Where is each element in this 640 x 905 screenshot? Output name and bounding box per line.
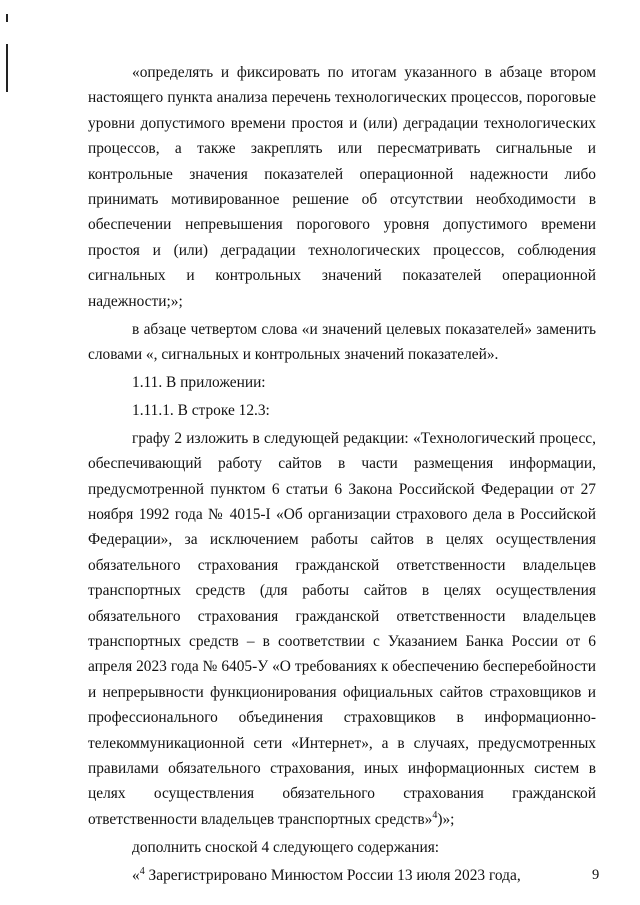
document-body	[88, 60, 596, 888]
paragraph-footnote-text	[88, 863, 596, 888]
page-number: 9	[592, 867, 600, 883]
margin-mark	[6, 44, 8, 92]
paragraph: 1.11. В приложении:	[132, 373, 266, 391]
paragraph: «определять и фиксировать по итогам указанного в абзаце втором настоящего пункта анализа перечень технологических процессов, пороговые уровни допустимого времени простоя и (или) деградации технологических процессов, а также закреплять или пересматривать сигнальные и контрольные значения показателей операционной надежности либо принимать мотивированное решение об отсутствии необходимости в обеспечении непревышения порогового уровня допустимого времени простоя и (или) деградации технологических процессов, соблюдения сигнальных и контрольных значений показателей операционной надежности;»;	[88, 64, 596, 310]
paragraph: 1.11.1. В строке 12.3:	[132, 401, 270, 419]
footnote-ref: 4	[432, 809, 438, 821]
quote-open: «	[132, 866, 140, 884]
paragraph: в абзаце четвертом слова «и значений целевых показателей» заменить словами «, сигнальных и контрольных значений показателей».	[88, 320, 596, 363]
paragraph: дополнить сноской 4 следующего содержания:	[132, 838, 440, 856]
paragraph-tail: )»;	[437, 810, 455, 828]
paragraph-text: графу 2 изложить в следующей редакции: «Технологический процесс, обеспечивающий работу сайтов в части размещения информации, предусмотренной пунктом 6 статьи 6 Закона Российской Федерации от 27 ноября 1992 года № 4015-I «Об организации страхового дела в Российской Федерации», за исключением работы сайтов в целях осуществления обязательного страхования гражданской ответственности владельцев транспортных средств (для работы сайтов в целях осуществления обязательного страхования гражданской ответственности владельцев транспортных средств – в соответствии с Указанием Банка России от 6 апреля 2023 года № 6405-У «О требованиях к обеспечению бесперебойности и непрерывности функционирования официальных сайтов страховщиков и профессионального объединения страховщиков в информационно-телекоммуникационной сети «Интернет», а в случаях, предусмотренных правилами обязательного страхования, иных информационных систем в целях осуществления обязательного страхования гражданской ответственности владельцев транспортных средств»	[88, 429, 596, 828]
footnote-ref: 4	[139, 865, 145, 877]
margin-mark	[6, 14, 8, 22]
paragraph-column-2-text	[88, 426, 596, 833]
paragraph-text: Зарегистрировано Минюстом России 13 июля 2023 года,	[144, 866, 521, 884]
